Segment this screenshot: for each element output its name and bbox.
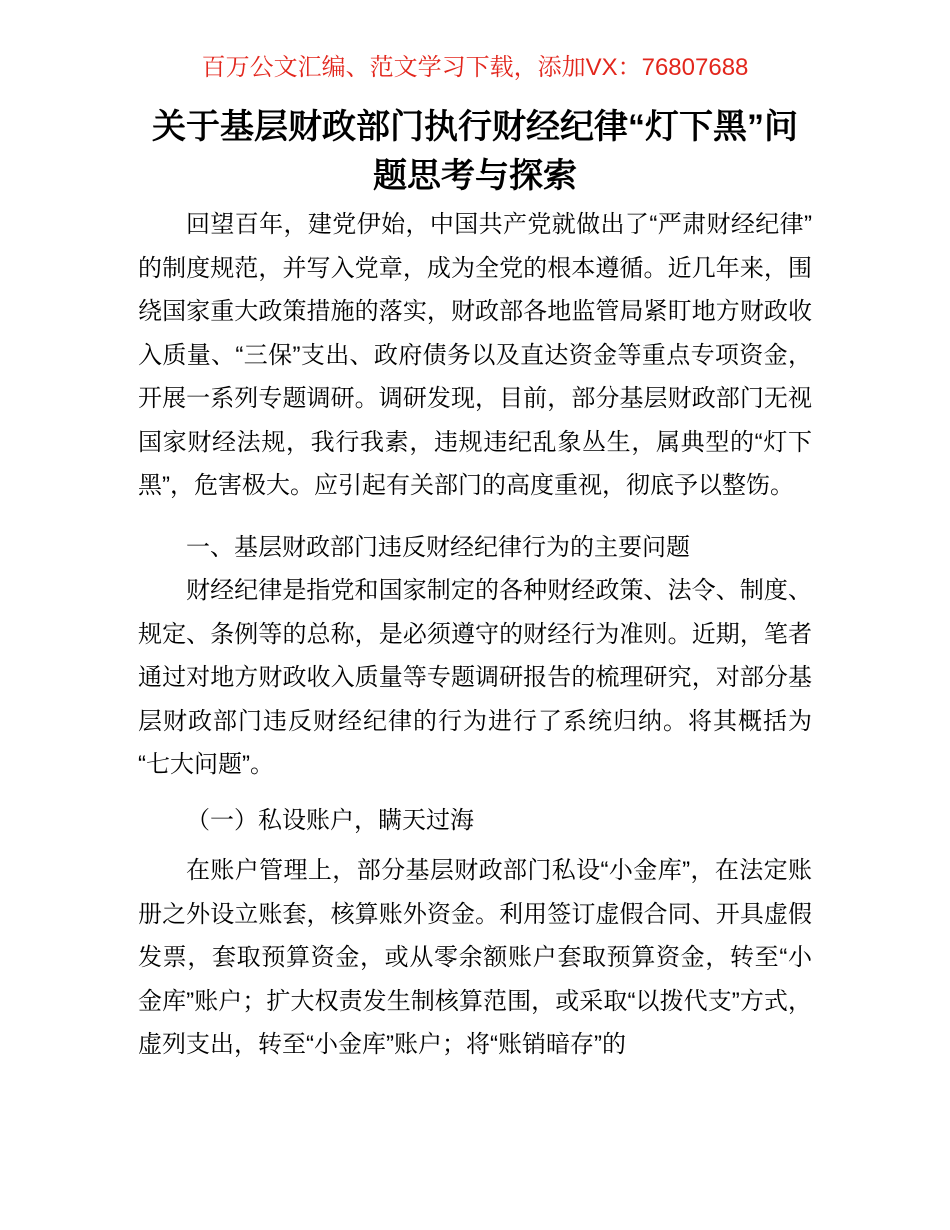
subsection-1-paragraph: 在账户管理上，部分基层财政部门私设“小金库”，在法定账册之外设立账套，核算账外资金。利用签订虚假合同、开具虚假发票，套取预算资金，或从零余额账户套取预算资金，转至“小金库”账户；扩大权责发生制核算范围，或采取“以拨代支”方式，虚列支出，转至“小金库”账户；将“账销暗存”的 — [138, 857, 812, 1058]
document-title: 关于基层财政部门执行财经纪律“灯下黑”问题思考与探索 — [152, 108, 798, 195]
subsection-1-heading: （一）私设账户，瞒天过海 — [186, 806, 474, 834]
intro-paragraph: 回望百年，建党伊始，中国共产党就做出了“严肃财经纪律”的制度规范，并写入党章，成为全党的根本遵循。近几年来，围绕国家重大政策措施的落实，财政部各地监管局紧盯地方财政收入质量、“三保”支出、政府债务以及直达资金等重点专项资金，开展一系列专题调研。调研发现，目前，部分基层财政部门无视国家财经法规，我行我素，违规违纪乱象丛生，属典型的“灯下黑”，危害极大。应引起有关部门的高度重视，彻底予以整饬。 — [138, 211, 812, 499]
promo-header-note: 百万公文汇编、范文学习下载，添加VX：76807688 — [201, 54, 749, 81]
section-1-heading: 一、基层财政部门违反财经纪律行为的主要问题 — [186, 533, 690, 561]
section-1-paragraph: 财经纪律是指党和国家制定的各种财经政策、法令、制度、规定、条例等的总称，是必须遵守的财经行为准则。近期，笔者通过对地方财政收入质量等专题调研报告的梳理研究，对部分基层财政部门违反财经纪律的行为进行了系统归纳。将其概括为“七大问题”。 — [138, 577, 812, 778]
